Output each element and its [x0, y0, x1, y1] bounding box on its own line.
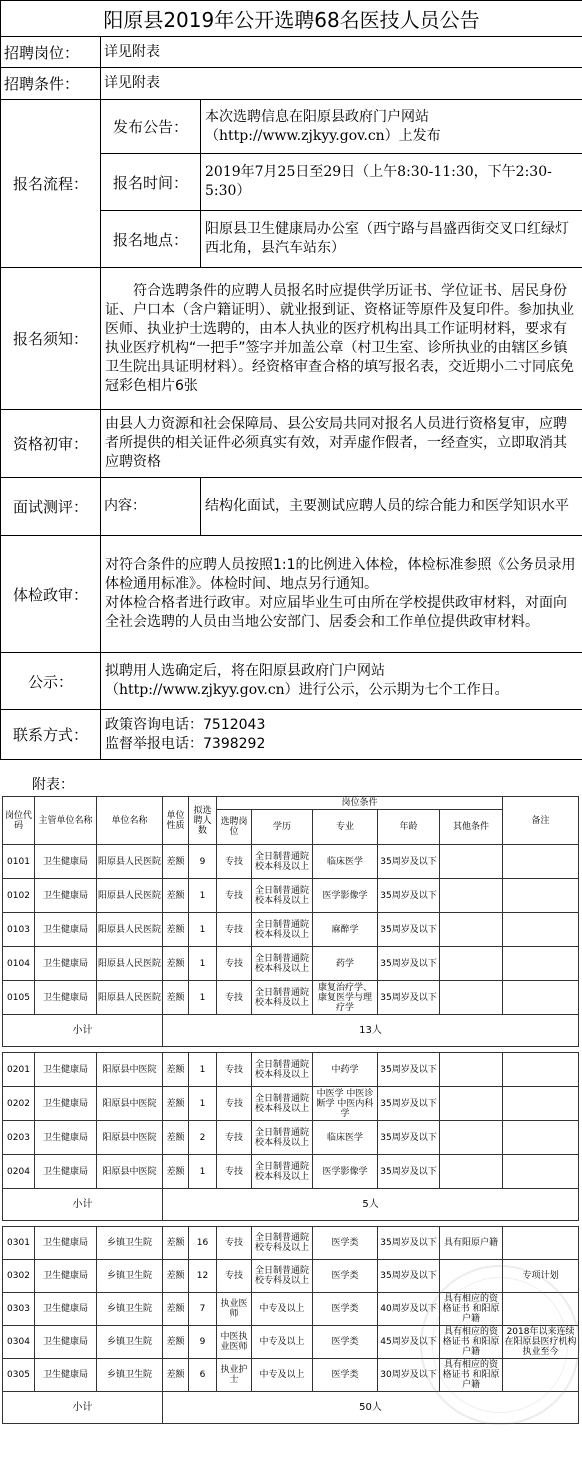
cell-edu: 全日制普通院校本科及以上 [252, 1053, 313, 1087]
cell-count: 1 [189, 1087, 217, 1121]
subtotal-value: 13人 [163, 1015, 579, 1047]
cell-post: 专技 [217, 947, 252, 981]
cell-nature: 差额 [163, 1121, 189, 1155]
cell-dept: 卫生健康局 [35, 1260, 97, 1293]
cell-unit: 阳原县中医院 [97, 1053, 163, 1087]
cell-dept: 卫生健康局 [35, 1155, 97, 1189]
cell-dept: 卫生健康局 [35, 1053, 97, 1087]
position-value: 详见附表 [101, 37, 582, 68]
cell-unit: 阳原县人民医院 [97, 845, 163, 879]
cell-age: 30周岁及以下 [378, 1359, 440, 1392]
review-value: 由县人力资源和社会保障局、县公安局共同对报名人员进行资格复审，应聘者所提供的相关证件必须真实有效，对弄虚作假者，一经查实，立即取消其应聘资格 [101, 410, 582, 478]
cell-count: 1 [189, 913, 217, 947]
cell-edu: 中专及以上 [252, 1326, 313, 1359]
cell-post: 专技 [217, 845, 252, 879]
cell-major: 医学类 [313, 1326, 378, 1359]
cell-count: 7 [189, 1293, 217, 1326]
table-row [3, 1087, 579, 1121]
cell-remark [503, 981, 579, 1015]
page-title: 阳原县2019年公开选聘68名医技人员公告 [1, 1, 582, 37]
review-label: 资格初审： [1, 410, 101, 478]
header-age: 年龄 [378, 810, 440, 845]
cell-age: 35周岁及以下 [378, 1155, 440, 1189]
subtotal-label: 小计 [3, 1189, 163, 1221]
cell-unit: 乡镇卫生院 [97, 1227, 163, 1260]
cell-major: 医学类 [313, 1227, 378, 1260]
cell-code: 0204 [3, 1155, 35, 1189]
cell-other [440, 1121, 503, 1155]
cell-post: 中医执业医师 [217, 1326, 252, 1359]
cell-count: 2 [189, 1121, 217, 1155]
cell-age: 45周岁及以下 [378, 1326, 440, 1359]
cell-count: 9 [189, 845, 217, 879]
cell-post: 专技 [217, 879, 252, 913]
cell-age: 35周岁及以下 [378, 845, 440, 879]
table-row [3, 1260, 579, 1293]
physical-value-line-2: 对体检合格者进行政审。对应届毕业生可由所在学校提供政审材料，对面向全社会选聘的人员由当地公安部门、居委会和工作单位提供政审材料。 [105, 595, 567, 630]
header-conditions: 岗位条件 [217, 797, 503, 810]
publicity-value [101, 653, 582, 710]
header-nature: 单位性质 [163, 797, 189, 845]
header-row-1 [3, 797, 579, 810]
cell-code: 0301 [3, 1227, 35, 1260]
cell-edu: 全日制普通院校本科及以上 [252, 913, 313, 947]
header-major: 专业 [313, 810, 378, 845]
cell-remark [503, 879, 579, 913]
physical-value-line-1: 对符合条件的应聘人员按照1:1的比例进入体检，体检标准参照《公务员录用体检通用标准》。体检时间、地点另行通知。 [105, 557, 576, 592]
cell-dept: 卫生健康局 [35, 913, 97, 947]
announce-label: 发布公告： [101, 100, 201, 154]
cell-edu: 全日制普通院校本科及以上 [252, 879, 313, 913]
conditions-value: 详见附表 [101, 68, 582, 100]
table-row [3, 1227, 579, 1260]
time-value: 2019年7月25日至29日（上午8:30-11:30，下午2:30-5:30） [201, 154, 582, 211]
cell-remark [503, 1155, 579, 1189]
table-row [3, 1293, 579, 1326]
cell-nature: 差额 [163, 913, 189, 947]
table-row [3, 1053, 579, 1087]
place-label: 报名地点： [101, 211, 201, 268]
cell-post: 专技 [217, 1155, 252, 1189]
cell-code: 0104 [3, 947, 35, 981]
cell-nature: 差额 [163, 1260, 189, 1293]
cell-age: 35周岁及以下 [378, 879, 440, 913]
cell-code: 0305 [3, 1359, 35, 1392]
cell-other: 具有阳原户籍 [440, 1227, 503, 1260]
header-unit: 单位名称 [97, 797, 163, 845]
cell-unit: 阳原县中医院 [97, 1121, 163, 1155]
cell-nature: 差额 [163, 947, 189, 981]
header-code: 岗位代码 [3, 797, 35, 845]
cell-nature: 差额 [163, 879, 189, 913]
cell-nature: 差额 [163, 1227, 189, 1260]
cell-count: 1 [189, 879, 217, 913]
header-edu: 学历 [252, 810, 313, 845]
cell-code: 0102 [3, 879, 35, 913]
cell-major: 医学类 [313, 1359, 378, 1392]
table-row [3, 1121, 579, 1155]
physical-value [101, 536, 582, 653]
cell-post: 专技 [217, 1260, 252, 1293]
cell-count: 9 [189, 1326, 217, 1359]
cell-post: 执业护士 [217, 1359, 252, 1392]
cell-count: 16 [189, 1227, 217, 1260]
cell-edu: 全日制普通院校本科及以上 [252, 1155, 313, 1189]
cell-post: 专技 [217, 1227, 252, 1260]
cell-dept: 卫生健康局 [35, 1293, 97, 1326]
cell-age: 35周岁及以下 [378, 1087, 440, 1121]
cell-remark [503, 1293, 579, 1326]
cell-unit: 阳原县人民医院 [97, 947, 163, 981]
cell-major: 药学 [313, 947, 378, 981]
publicity-value-line-2: （http://www.zjkyy.gov.cn）进行公示，公示期为七个工作日。 [105, 682, 509, 698]
table-row [3, 981, 579, 1015]
contact-value [101, 710, 582, 760]
cell-other [440, 1260, 503, 1293]
table-row [3, 845, 579, 879]
cell-other [440, 1087, 503, 1121]
cell-remark [503, 947, 579, 981]
header-other: 其他条件 [440, 810, 503, 845]
cell-age: 35周岁及以下 [378, 947, 440, 981]
physical-label: 体检政审： [1, 536, 101, 653]
time-label: 报名时间： [101, 154, 201, 211]
cell-remark: 专项计划 [503, 1260, 579, 1293]
table-row [3, 913, 579, 947]
cell-major: 中药学 [313, 1053, 378, 1087]
cell-nature: 差额 [163, 1053, 189, 1087]
cell-edu: 全日制普通院校本科及以上 [252, 947, 313, 981]
cell-dept: 卫生健康局 [35, 947, 97, 981]
cell-post: 专技 [217, 981, 252, 1015]
header-count: 拟选聘人数 [189, 797, 217, 845]
cell-count: 1 [189, 1053, 217, 1087]
contact-phone-2: 监督举报电话：7398292 [105, 735, 266, 752]
cell-major: 医学类 [313, 1260, 378, 1293]
cell-nature: 差额 [163, 845, 189, 879]
cell-count: 6 [189, 1359, 217, 1392]
cell-count: 1 [189, 981, 217, 1015]
subtotal-label: 小计 [3, 1392, 163, 1424]
cell-remark [503, 1053, 579, 1087]
cell-unit: 阳原县人民医院 [97, 981, 163, 1015]
cell-nature: 差额 [163, 1359, 189, 1392]
table-row [3, 1326, 579, 1359]
cell-remark [503, 1359, 579, 1392]
cell-dept: 卫生健康局 [35, 1087, 97, 1121]
cell-edu: 全日制普通院校本科及以上 [252, 1121, 313, 1155]
cell-other [440, 947, 503, 981]
cell-count: 12 [189, 1260, 217, 1293]
cell-age: 35周岁及以下 [378, 1053, 440, 1087]
notes-label: 报名须知： [1, 268, 101, 410]
cell-remark: 2018年以来连续在阳原县医疗机构执业至今 [504, 1327, 577, 1357]
announce-value-line-2: （http://www.zjkyy.gov.cn）上发布 [205, 127, 441, 144]
cell-code: 0101 [3, 845, 35, 879]
appendix-table-body [3, 797, 579, 1424]
cell-major: 医学影像学 [313, 879, 378, 913]
interview-sub-label: 内容： [101, 478, 201, 536]
subtotal-row [3, 1015, 579, 1047]
cell-other: 具有相应的资格证书 和阳原户籍 [440, 1293, 503, 1326]
table-row [3, 1359, 579, 1392]
cell-remark [503, 845, 579, 879]
publicity-value-line-1: 拟聘用人选确定后，将在阳原县政府门户网站 [105, 663, 385, 679]
announce-value [201, 100, 582, 154]
notes-value: 符合选聘条件的应聘人员报名时应提供学历证书、学位证书、居民身份证、户口本（含户籍证明）、就业报到证、资格证等原件及复印件。参加执业医师、执业护士选聘的，由本人执业的医疗机构出具工作证明材料，要求有执业医疗机构“一把手”签字并加盖公章（村卫生室、诊所执业的由辖区乡镇卫生院出具证明材料）。经资格审查合格的填写报名表，交近期小二寸同底免冠彩色相片6张 [101, 268, 582, 410]
cell-age: 35周岁及以下 [378, 913, 440, 947]
process-label: 报名流程： [1, 100, 101, 268]
cell-other [440, 913, 503, 947]
cell-edu: 全日制普通院校本科及以上 [252, 1087, 313, 1121]
cell-other [440, 845, 503, 879]
cell-post: 专技 [217, 1121, 252, 1155]
cell-count: 1 [189, 1155, 217, 1189]
cell-remark [503, 913, 579, 947]
cell-major: 康复治疗学、康复医学与理疗学 [313, 981, 378, 1015]
cell-major: 医学影像学 [313, 1155, 378, 1189]
cell-unit: 阳原县中医院 [97, 1155, 163, 1189]
cell-major: 临床医学 [313, 1121, 378, 1155]
position-label: 招聘岗位： [1, 37, 101, 68]
cell-major: 临床医学 [313, 845, 378, 879]
cell-remark [503, 1087, 579, 1121]
cell-age: 35周岁及以下 [378, 1260, 440, 1293]
cell-code: 0201 [3, 1053, 35, 1087]
cell-unit: 阳原县中医院 [97, 1087, 163, 1121]
cell-nature: 差额 [163, 1155, 189, 1189]
cell-major: 中医学 中医诊断学 中医内科学 [313, 1087, 378, 1121]
subtotal-row [3, 1189, 579, 1221]
cell-nature: 差额 [163, 1087, 189, 1121]
publicity-label: 公示： [1, 653, 101, 710]
cell-unit: 阳原县人民医院 [97, 879, 163, 913]
place-value: 阳原县卫生健康局办公室（西宁路与昌盛西街交叉口红绿灯西北角，县汽车站东） [201, 211, 582, 268]
cell-unit: 乡镇卫生院 [97, 1293, 163, 1326]
cell-unit: 乡镇卫生院 [97, 1260, 163, 1293]
cell-dept: 卫生健康局 [35, 879, 97, 913]
cell-dept: 卫生健康局 [35, 1359, 97, 1392]
contact-label: 联系方式： [1, 710, 101, 760]
cell-edu: 中专及以上 [252, 1359, 313, 1392]
cell-post: 专技 [217, 1087, 252, 1121]
subtotal-value: 5人 [163, 1189, 579, 1221]
announce-value-line-1: 本次选聘信息在阳原县政府门户网站 [205, 108, 429, 125]
cell-dept: 卫生健康局 [35, 1227, 97, 1260]
cell-nature: 差额 [163, 1293, 189, 1326]
table-row [3, 879, 579, 913]
header-dept: 主管单位名称 [35, 797, 97, 845]
cell-major: 医学类 [313, 1293, 378, 1326]
subtotal-label: 小计 [3, 1015, 163, 1047]
cell-code: 0303 [3, 1293, 35, 1326]
cell-count: 1 [189, 947, 217, 981]
cell-unit: 阳原县人民医院 [97, 913, 163, 947]
cell-dept: 卫生健康局 [35, 1326, 97, 1359]
appendix-table [2, 796, 579, 1424]
cell-post: 专技 [217, 913, 252, 947]
cell-dept: 卫生健康局 [35, 1121, 97, 1155]
cell-other [440, 1155, 503, 1189]
cell-other [440, 981, 503, 1015]
cell-major: 麻醉学 [313, 913, 378, 947]
cell-nature: 差额 [163, 1326, 189, 1359]
cell-remark [503, 1227, 579, 1260]
cell-age: 35周岁及以下 [378, 1121, 440, 1155]
cell-unit: 乡镇卫生院 [97, 1326, 163, 1359]
cell-dept: 卫生健康局 [35, 981, 97, 1015]
conditions-label: 招聘条件： [1, 68, 101, 100]
cell-code: 0302 [3, 1260, 35, 1293]
cell-code: 0304 [3, 1326, 35, 1359]
cell-edu: 全日制普通院校本科及以上 [252, 981, 313, 1015]
cell-code: 0203 [3, 1121, 35, 1155]
cell-edu: 中专及以上 [252, 1293, 313, 1326]
cell-age: 40周岁及以下 [378, 1293, 440, 1326]
cell-post: 执业医师 [217, 1293, 252, 1326]
subtotal-row [3, 1392, 579, 1424]
header-post: 选聘岗位 [217, 810, 252, 845]
appendix-label: 附表： [32, 777, 74, 793]
cell-code: 0202 [3, 1087, 35, 1121]
interview-label: 面试测评： [1, 478, 101, 536]
cell-edu: 全日制普通院校本科及以上 [252, 845, 313, 879]
cell-unit: 乡镇卫生院 [97, 1359, 163, 1392]
cell-other [440, 1053, 503, 1087]
cell-post: 专技 [217, 1053, 252, 1087]
cell-other: 具有相应的资格证书 和阳原户籍 [440, 1359, 503, 1392]
subtotal-value: 50人 [163, 1392, 579, 1424]
cell-remark [503, 1121, 579, 1155]
cell-dept: 卫生健康局 [35, 845, 97, 879]
table-row [3, 1155, 579, 1189]
cell-code: 0105 [3, 981, 35, 1015]
cell-nature: 差额 [163, 981, 189, 1015]
cell-code: 0103 [3, 913, 35, 947]
cell-other: 具有相应的资格证书 和阳原户籍 [440, 1326, 503, 1359]
contact-phone-1: 政策咨询电话：7512043 [105, 716, 266, 733]
cell-age: 35周岁及以下 [378, 1227, 440, 1260]
cell-other [440, 879, 503, 913]
header-remark: 备注 [503, 797, 579, 845]
table-row [3, 947, 579, 981]
cell-edu: 全日制普通院校专科及以上 [252, 1227, 313, 1260]
cell-age: 35周岁及以下 [378, 981, 440, 1015]
interview-value: 结构化面试，主要测试应聘人员的综合能力和医学知识水平 [201, 478, 582, 536]
cell-edu: 全日制普通院校专科及以上 [252, 1260, 313, 1293]
